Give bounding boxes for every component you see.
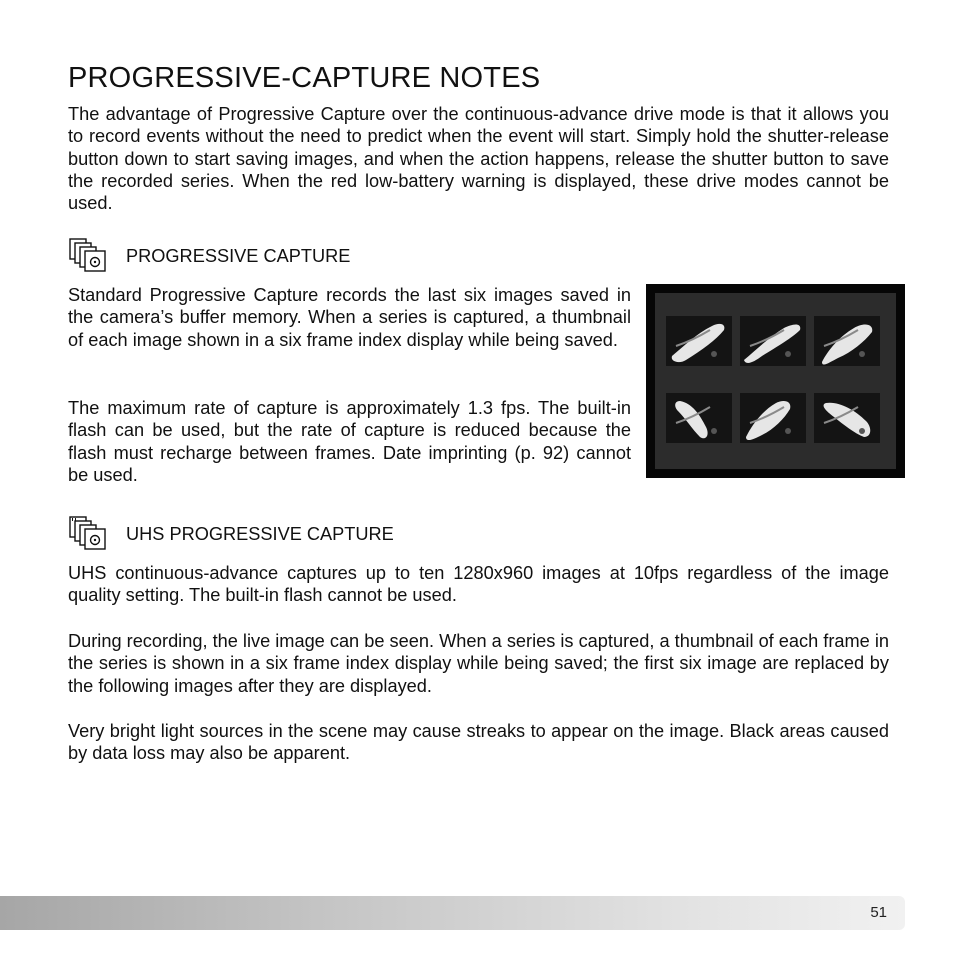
intro-paragraph: The advantage of Progressive Capture over the continuous-advance drive mode is that it allows you to record events without the need to predict when the event will start. Simply hold the shutter-release button down to start saving images, and when the action happens, release the shutter button to save the recorded series. When the red low-battery warning is displayed, these drive modes cannot be used. [68,104,889,214]
uhs-capture-paragraph: UHS continuous-advance captures up to ten 1280x960 images at 10fps regardless of the image quality setting. The built-in flash cannot be used. [68,563,889,606]
six-frame-index-display [646,284,905,478]
uhs-progressive-capture-icon [68,515,110,553]
progressive-capture-heading [68,237,350,275]
progressive-capture-rate-paragraph: The maximum rate of capture is approximately 1.3 fps. The built-in flash can be used, but the rate of capture is reduced because the flash must recharge between frames. Date imprinting (p. 92) cannot be used. [68,398,631,485]
progressive-capture-heading-label: PROGRESSIVE CAPTURE [126,246,351,266]
progressive-capture-paragraph: Standard Progressive Capture records the last six images saved in the camera’s buffer memory. When a series is captured, a thumbnail of each image shown in a six frame index display while being saved. [68,285,631,350]
index-thumbnail [814,393,880,443]
index-thumbnail [740,316,806,366]
footer-bar [0,896,905,930]
page-title: PROGRESSIVE-CAPTURE NOTES [68,62,541,94]
index-thumbnail [666,316,732,366]
index-thumbnail [666,393,732,443]
index-thumbnail [814,316,880,366]
page-number: 51 [870,904,887,921]
progressive-capture-icon [68,237,110,275]
uhs-progressive-capture-heading [68,515,394,553]
uhs-progressive-capture-heading-label: UHS PROGRESSIVE CAPTURE [126,524,394,544]
uhs-streaks-paragraph: Very bright light sources in the scene may cause streaks to appear on the image. Black areas caused by data loss may also be apparent. [68,721,889,764]
index-thumbnail [740,393,806,443]
uhs-recording-paragraph: During recording, the live image can be seen. When a series is captured, a thumbnail of each frame in the series is shown in a six frame index display while being saved; the first six image are replaced by the following images after they are displayed. [68,631,889,696]
